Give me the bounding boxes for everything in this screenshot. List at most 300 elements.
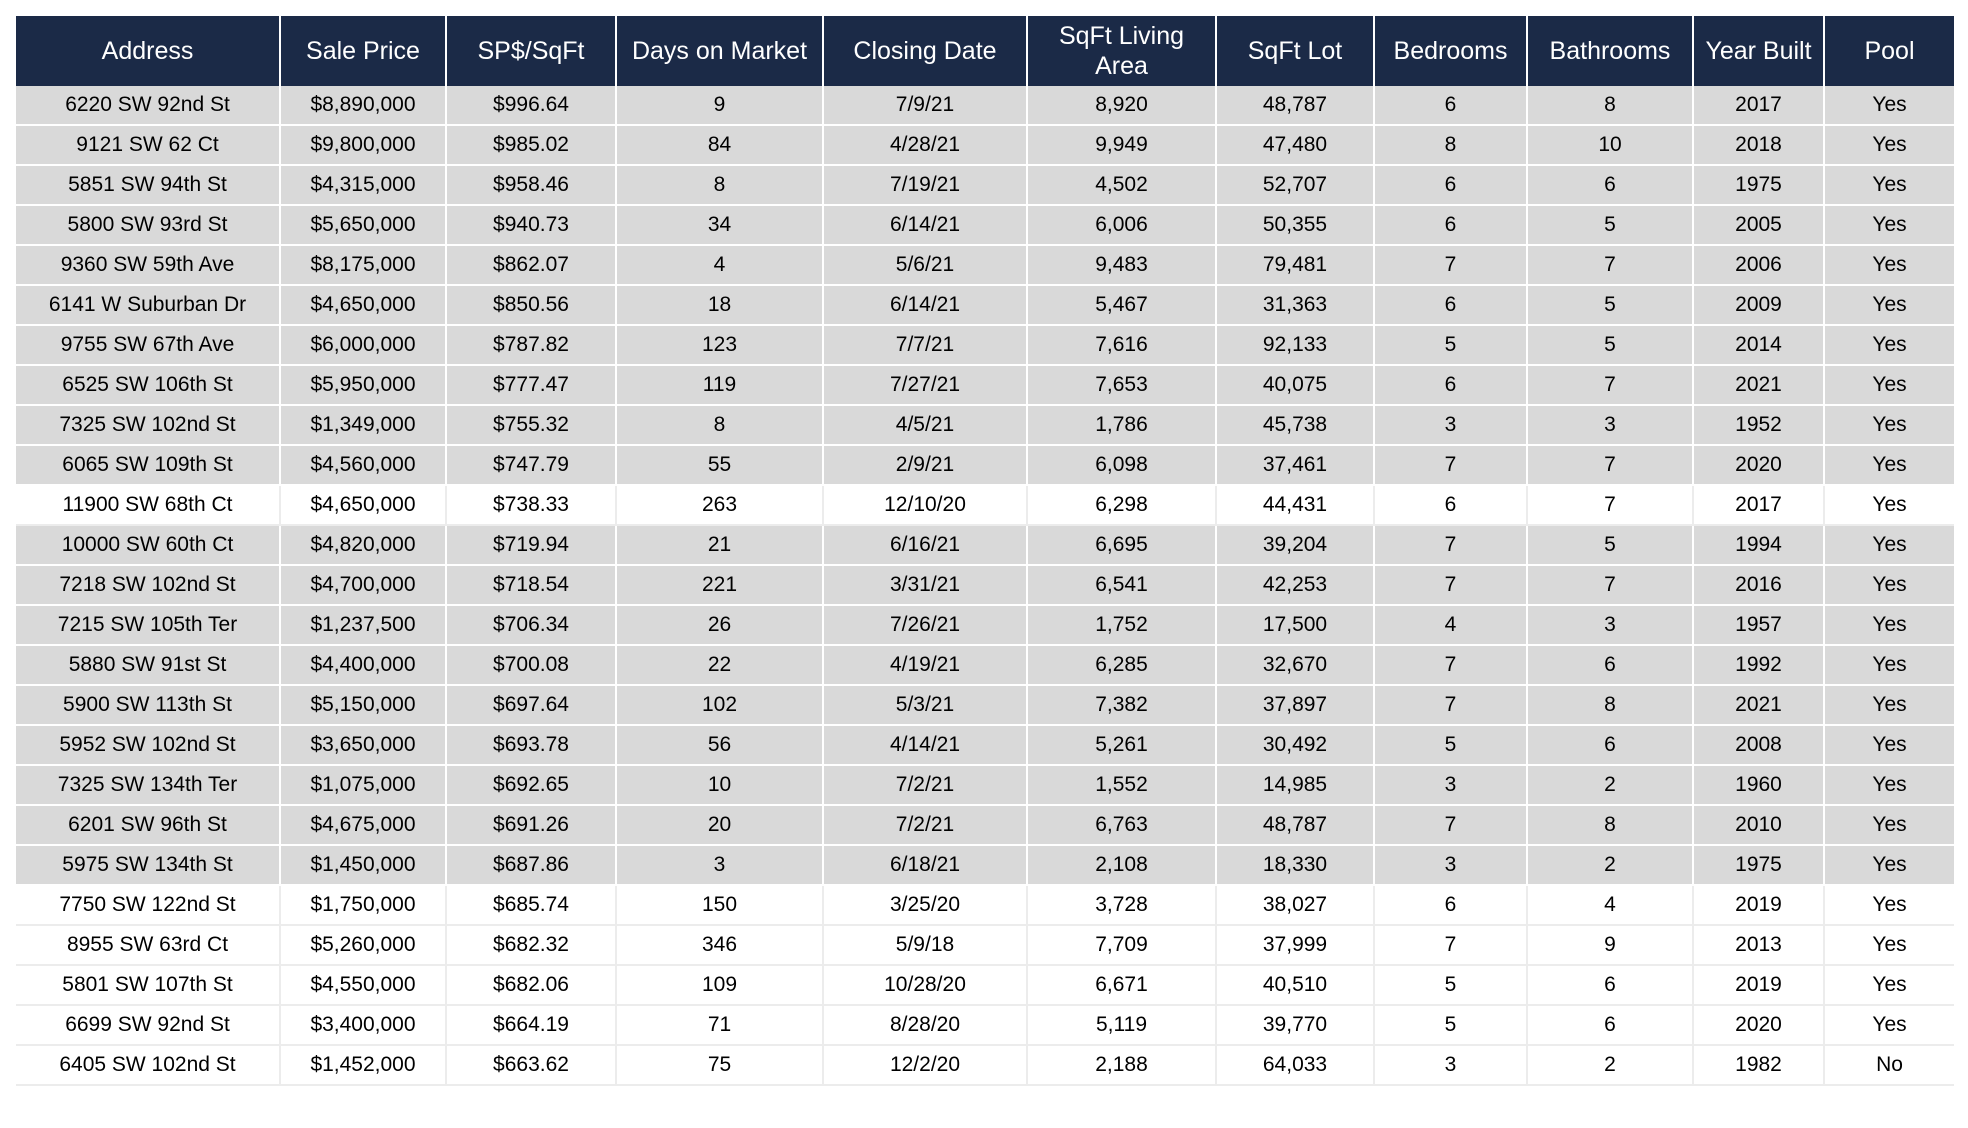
table-row: [16, 965, 1954, 1005]
closing-date-cell: 6/18/21: [823, 845, 1027, 885]
bedrooms-cell: 6: [1374, 165, 1527, 205]
sale-price-cell: $4,560,000: [280, 445, 446, 485]
sale-price-cell: $1,237,500: [280, 605, 446, 645]
closing-date-cell: 6/16/21: [823, 525, 1027, 565]
sale-price-cell: $4,675,000: [280, 805, 446, 845]
table-header: [16, 16, 1954, 86]
price-per-sqft-cell: $687.86: [446, 845, 616, 885]
pool-cell: Yes: [1824, 165, 1954, 205]
sale-price-cell: $8,890,000: [280, 86, 446, 125]
sqft-lot-cell: 52,707: [1216, 165, 1374, 205]
table-row: [16, 205, 1954, 245]
year-built-cell: 2005: [1693, 205, 1824, 245]
year-built-cell: 2016: [1693, 565, 1824, 605]
bedrooms-cell: 7: [1374, 645, 1527, 685]
sqft-lot-cell: 37,461: [1216, 445, 1374, 485]
sqft-living-cell: 9,483: [1027, 245, 1216, 285]
sqft-living-cell: 6,098: [1027, 445, 1216, 485]
closing-date-cell: 10/28/20: [823, 965, 1027, 1005]
price-per-sqft-cell: $664.19: [446, 1005, 616, 1045]
address-cell: 6220 SW 92nd St: [16, 86, 280, 125]
days-on-market-cell: 75: [616, 1045, 823, 1085]
table-row: [16, 245, 1954, 285]
days-on-market-cell: 18: [616, 285, 823, 325]
sqft-living-cell: 5,261: [1027, 725, 1216, 765]
sqft-lot-cell: 37,897: [1216, 685, 1374, 725]
year-built-cell: 2019: [1693, 965, 1824, 1005]
sale-price-cell: $4,650,000: [280, 285, 446, 325]
bathrooms-header: Bathrooms: [1527, 16, 1693, 86]
sqft-living-cell: 9,949: [1027, 125, 1216, 165]
year-built-cell: 1957: [1693, 605, 1824, 645]
sale-price-cell: $4,400,000: [280, 645, 446, 685]
table-row: [16, 285, 1954, 325]
bathrooms-cell: 9: [1527, 925, 1693, 965]
address-cell: 9755 SW 67th Ave: [16, 325, 280, 365]
closing-date-cell: 7/19/21: [823, 165, 1027, 205]
sqft-living-area-header: SqFt Living Area: [1027, 16, 1216, 86]
address-cell: 6065 SW 109th St: [16, 445, 280, 485]
bedrooms-header: Bedrooms: [1374, 16, 1527, 86]
days-on-market-cell: 26: [616, 605, 823, 645]
bedrooms-cell: 3: [1374, 405, 1527, 445]
table-row: [16, 885, 1954, 925]
closing-date-cell: 4/19/21: [823, 645, 1027, 685]
price-per-sqft-cell: $850.56: [446, 285, 616, 325]
sqft-lot-cell: 45,738: [1216, 405, 1374, 445]
pool-cell: Yes: [1824, 605, 1954, 645]
closing-date-cell: 4/28/21: [823, 125, 1027, 165]
price-per-sqft-cell: $738.33: [446, 485, 616, 525]
days-on-market-cell: 8: [616, 405, 823, 445]
bathrooms-cell: 7: [1527, 445, 1693, 485]
sqft-living-cell: 1,752: [1027, 605, 1216, 645]
address-cell: 6201 SW 96th St: [16, 805, 280, 845]
sale-price-cell: $9,800,000: [280, 125, 446, 165]
sale-price-cell: $3,400,000: [280, 1005, 446, 1045]
bedrooms-cell: 4: [1374, 605, 1527, 645]
address-cell: 7215 SW 105th Ter: [16, 605, 280, 645]
bathrooms-cell: 8: [1527, 805, 1693, 845]
bathrooms-cell: 5: [1527, 205, 1693, 245]
days-on-market-cell: 221: [616, 565, 823, 605]
sale-price-cell: $5,950,000: [280, 365, 446, 405]
sqft-living-cell: 8,920: [1027, 86, 1216, 125]
bedrooms-cell: 7: [1374, 525, 1527, 565]
bathrooms-cell: 10: [1527, 125, 1693, 165]
sqft-living-cell: 7,382: [1027, 685, 1216, 725]
days-on-market-cell: 20: [616, 805, 823, 845]
table-body: [16, 86, 1954, 1085]
pool-header: Pool: [1824, 16, 1954, 86]
closing-date-header: Closing Date: [823, 16, 1027, 86]
bathrooms-cell: 5: [1527, 285, 1693, 325]
address-cell: 6405 SW 102nd St: [16, 1045, 280, 1085]
sqft-lot-cell: 32,670: [1216, 645, 1374, 685]
year-built-cell: 2010: [1693, 805, 1824, 845]
sqft-lot-cell: 64,033: [1216, 1045, 1374, 1085]
table-row: [16, 445, 1954, 485]
year-built-cell: 1960: [1693, 765, 1824, 805]
closing-date-cell: 5/3/21: [823, 685, 1027, 725]
bathrooms-cell: 5: [1527, 525, 1693, 565]
address-cell: 9360 SW 59th Ave: [16, 245, 280, 285]
sqft-living-cell: 6,695: [1027, 525, 1216, 565]
year-built-cell: 2020: [1693, 1005, 1824, 1045]
pool-cell: Yes: [1824, 845, 1954, 885]
year-built-cell: 2021: [1693, 365, 1824, 405]
pool-cell: Yes: [1824, 485, 1954, 525]
table-row: [16, 605, 1954, 645]
bathrooms-cell: 6: [1527, 965, 1693, 1005]
days-on-market-cell: 55: [616, 445, 823, 485]
address-cell: 9121 SW 62 Ct: [16, 125, 280, 165]
sqft-living-cell: 3,728: [1027, 885, 1216, 925]
bedrooms-cell: 7: [1374, 445, 1527, 485]
address-cell: 6525 SW 106th St: [16, 365, 280, 405]
bathrooms-cell: 5: [1527, 325, 1693, 365]
pool-cell: Yes: [1824, 805, 1954, 845]
days-on-market-cell: 84: [616, 125, 823, 165]
year-built-cell: 2006: [1693, 245, 1824, 285]
closing-date-cell: 5/9/18: [823, 925, 1027, 965]
year-built-cell: 2013: [1693, 925, 1824, 965]
address-cell: 7325 SW 134th Ter: [16, 765, 280, 805]
price-per-sqft-cell: $755.32: [446, 405, 616, 445]
table-row: [16, 765, 1954, 805]
sale-price-cell: $1,452,000: [280, 1045, 446, 1085]
address-cell: 5800 SW 93rd St: [16, 205, 280, 245]
bathrooms-cell: 6: [1527, 725, 1693, 765]
table-row: [16, 405, 1954, 445]
closing-date-cell: 12/10/20: [823, 485, 1027, 525]
bathrooms-cell: 2: [1527, 765, 1693, 805]
price-per-sqft-cell: $996.64: [446, 86, 616, 125]
pool-cell: Yes: [1824, 925, 1954, 965]
sqft-lot-cell: 48,787: [1216, 86, 1374, 125]
pool-cell: Yes: [1824, 565, 1954, 605]
bathrooms-cell: 6: [1527, 645, 1693, 685]
bathrooms-cell: 4: [1527, 885, 1693, 925]
sale-price-cell: $4,550,000: [280, 965, 446, 1005]
pool-cell: Yes: [1824, 645, 1954, 685]
days-on-market-cell: 22: [616, 645, 823, 685]
bedrooms-cell: 5: [1374, 1005, 1527, 1045]
closing-date-cell: 6/14/21: [823, 285, 1027, 325]
price-per-sqft-cell: $940.73: [446, 205, 616, 245]
table-row: [16, 325, 1954, 365]
year-built-cell: 2019: [1693, 885, 1824, 925]
year-built-cell: 2008: [1693, 725, 1824, 765]
sqft-living-cell: 2,108: [1027, 845, 1216, 885]
price-per-sqft-cell: $706.34: [446, 605, 616, 645]
table-row: [16, 685, 1954, 725]
table-row: [16, 725, 1954, 765]
bedrooms-cell: 7: [1374, 245, 1527, 285]
price-per-sqft-cell: $862.07: [446, 245, 616, 285]
closing-date-cell: 7/2/21: [823, 805, 1027, 845]
days-on-market-cell: 56: [616, 725, 823, 765]
table-row: [16, 1005, 1954, 1045]
closing-date-cell: 7/9/21: [823, 86, 1027, 125]
pool-cell: Yes: [1824, 365, 1954, 405]
sqft-living-cell: 7,653: [1027, 365, 1216, 405]
days-on-market-cell: 119: [616, 365, 823, 405]
pool-cell: Yes: [1824, 405, 1954, 445]
closing-date-cell: 3/25/20: [823, 885, 1027, 925]
bedrooms-cell: 7: [1374, 565, 1527, 605]
sale-price-cell: $4,820,000: [280, 525, 446, 565]
closing-date-cell: 6/14/21: [823, 205, 1027, 245]
price-per-sqft-cell: $685.74: [446, 885, 616, 925]
closing-date-cell: 4/5/21: [823, 405, 1027, 445]
bedrooms-cell: 7: [1374, 925, 1527, 965]
price-per-sqft-cell: $693.78: [446, 725, 616, 765]
sale-price-cell: $1,075,000: [280, 765, 446, 805]
address-cell: 6699 SW 92nd St: [16, 1005, 280, 1045]
bathrooms-cell: 8: [1527, 86, 1693, 125]
days-on-market-cell: 150: [616, 885, 823, 925]
table-row: [16, 485, 1954, 525]
address-cell: 5952 SW 102nd St: [16, 725, 280, 765]
pool-cell: Yes: [1824, 445, 1954, 485]
address-cell: 5900 SW 113th St: [16, 685, 280, 725]
bedrooms-cell: 6: [1374, 485, 1527, 525]
price-per-sqft-cell: $787.82: [446, 325, 616, 365]
address-cell: 5880 SW 91st St: [16, 645, 280, 685]
days-on-market-cell: 10: [616, 765, 823, 805]
pool-cell: Yes: [1824, 685, 1954, 725]
sqft-lot-cell: 40,510: [1216, 965, 1374, 1005]
pool-cell: Yes: [1824, 245, 1954, 285]
days-on-market-cell: 109: [616, 965, 823, 1005]
bathrooms-cell: 7: [1527, 245, 1693, 285]
bathrooms-cell: 3: [1527, 405, 1693, 445]
days-on-market-header: Days on Market: [616, 16, 823, 86]
price-per-sqft-cell: $718.54: [446, 565, 616, 605]
price-per-sqft-cell: $777.47: [446, 365, 616, 405]
sale-price-cell: $5,260,000: [280, 925, 446, 965]
sqft-lot-cell: 47,480: [1216, 125, 1374, 165]
year-built-cell: 1975: [1693, 845, 1824, 885]
pool-cell: Yes: [1824, 765, 1954, 805]
table-row: [16, 86, 1954, 125]
bedrooms-cell: 6: [1374, 205, 1527, 245]
bathrooms-cell: 8: [1527, 685, 1693, 725]
year-built-cell: 1992: [1693, 645, 1824, 685]
sqft-living-cell: 6,298: [1027, 485, 1216, 525]
days-on-market-cell: 3: [616, 845, 823, 885]
year-built-cell: 1982: [1693, 1045, 1824, 1085]
table-row: [16, 1045, 1954, 1085]
bathrooms-cell: 7: [1527, 485, 1693, 525]
sqft-lot-cell: 14,985: [1216, 765, 1374, 805]
price-per-sqft-cell: $663.62: [446, 1045, 616, 1085]
bathrooms-cell: 7: [1527, 365, 1693, 405]
sale-price-cell: $6,000,000: [280, 325, 446, 365]
address-cell: 7750 SW 122nd St: [16, 885, 280, 925]
closing-date-cell: 12/2/20: [823, 1045, 1027, 1085]
sqft-lot-cell: 30,492: [1216, 725, 1374, 765]
sale-price-cell: $5,650,000: [280, 205, 446, 245]
days-on-market-cell: 71: [616, 1005, 823, 1045]
pool-cell: Yes: [1824, 1005, 1954, 1045]
bedrooms-cell: 5: [1374, 325, 1527, 365]
sqft-lot-cell: 40,075: [1216, 365, 1374, 405]
sqft-living-cell: 7,616: [1027, 325, 1216, 365]
closing-date-cell: 8/28/20: [823, 1005, 1027, 1045]
bedrooms-cell: 5: [1374, 965, 1527, 1005]
year-built-cell: 2009: [1693, 285, 1824, 325]
sqft-lot-cell: 38,027: [1216, 885, 1374, 925]
bedrooms-cell: 6: [1374, 86, 1527, 125]
pool-cell: Yes: [1824, 525, 1954, 565]
sqft-living-cell: 6,285: [1027, 645, 1216, 685]
year-built-cell: 1975: [1693, 165, 1824, 205]
sqft-living-cell: 2,188: [1027, 1045, 1216, 1085]
address-cell: 5975 SW 134th St: [16, 845, 280, 885]
bathrooms-cell: 2: [1527, 1045, 1693, 1085]
address-cell: 5801 SW 107th St: [16, 965, 280, 1005]
pool-cell: Yes: [1824, 125, 1954, 165]
table-row: [16, 125, 1954, 165]
sale-price-cell: $5,150,000: [280, 685, 446, 725]
sqft-lot-cell: 92,133: [1216, 325, 1374, 365]
bedrooms-cell: 3: [1374, 765, 1527, 805]
table-row: [16, 645, 1954, 685]
year-built-cell: 2018: [1693, 125, 1824, 165]
sqft-lot-cell: 37,999: [1216, 925, 1374, 965]
closing-date-cell: 4/14/21: [823, 725, 1027, 765]
address-cell: 6141 W Suburban Dr: [16, 285, 280, 325]
sale-price-cell: $1,450,000: [280, 845, 446, 885]
table-row: [16, 805, 1954, 845]
price-per-sqft-cell: $682.06: [446, 965, 616, 1005]
sqft-living-cell: 1,786: [1027, 405, 1216, 445]
table-row: [16, 525, 1954, 565]
address-cell: 7218 SW 102nd St: [16, 565, 280, 605]
sqft-living-cell: 6,671: [1027, 965, 1216, 1005]
address-cell: 8955 SW 63rd Ct: [16, 925, 280, 965]
table-row: [16, 565, 1954, 605]
sqft-living-cell: 5,467: [1027, 285, 1216, 325]
bedrooms-cell: 6: [1374, 365, 1527, 405]
sale-price-cell: $3,650,000: [280, 725, 446, 765]
closing-date-cell: 2/9/21: [823, 445, 1027, 485]
bathrooms-cell: 7: [1527, 565, 1693, 605]
bathrooms-cell: 3: [1527, 605, 1693, 645]
sale-price-cell: $1,750,000: [280, 885, 446, 925]
sqft-living-cell: 5,119: [1027, 1005, 1216, 1045]
days-on-market-cell: 346: [616, 925, 823, 965]
days-on-market-cell: 8: [616, 165, 823, 205]
table-row: [16, 165, 1954, 205]
days-on-market-cell: 123: [616, 325, 823, 365]
sale-price-cell: $8,175,000: [280, 245, 446, 285]
sqft-lot-cell: 39,204: [1216, 525, 1374, 565]
days-on-market-cell: 4: [616, 245, 823, 285]
table-row: [16, 845, 1954, 885]
table-row: [16, 365, 1954, 405]
address-cell: 5851 SW 94th St: [16, 165, 280, 205]
table-row: [16, 925, 1954, 965]
days-on-market-cell: 9: [616, 86, 823, 125]
pool-cell: Yes: [1824, 885, 1954, 925]
sale-price-cell: $4,650,000: [280, 485, 446, 525]
year-built-cell: 1952: [1693, 405, 1824, 445]
pool-cell: Yes: [1824, 325, 1954, 365]
bedrooms-cell: 6: [1374, 285, 1527, 325]
closing-date-cell: 7/2/21: [823, 765, 1027, 805]
days-on-market-cell: 21: [616, 525, 823, 565]
year-built-cell: 2020: [1693, 445, 1824, 485]
bedrooms-cell: 7: [1374, 805, 1527, 845]
closing-date-cell: 3/31/21: [823, 565, 1027, 605]
days-on-market-cell: 102: [616, 685, 823, 725]
year-built-cell: 2014: [1693, 325, 1824, 365]
sqft-living-cell: 6,006: [1027, 205, 1216, 245]
bedrooms-cell: 5: [1374, 725, 1527, 765]
price-per-sqft-cell: $682.32: [446, 925, 616, 965]
sqft-lot-header: SqFt Lot: [1216, 16, 1374, 86]
days-on-market-cell: 34: [616, 205, 823, 245]
sale-price-cell: $4,700,000: [280, 565, 446, 605]
sqft-lot-cell: 79,481: [1216, 245, 1374, 285]
address-header: Address: [16, 16, 280, 86]
bedrooms-cell: 3: [1374, 1045, 1527, 1085]
year-built-header: Year Built: [1693, 16, 1824, 86]
year-built-cell: 2017: [1693, 86, 1824, 125]
pool-cell: Yes: [1824, 965, 1954, 1005]
price-per-sqft-cell: $692.65: [446, 765, 616, 805]
pool-cell: Yes: [1824, 285, 1954, 325]
price-per-sqft-header: SP$/SqFt: [446, 16, 616, 86]
address-cell: 7325 SW 102nd St: [16, 405, 280, 445]
sqft-lot-cell: 48,787: [1216, 805, 1374, 845]
sqft-living-cell: 6,541: [1027, 565, 1216, 605]
sale-price-cell: $1,349,000: [280, 405, 446, 445]
price-per-sqft-cell: $697.64: [446, 685, 616, 725]
sqft-living-cell: 7,709: [1027, 925, 1216, 965]
year-built-cell: 2021: [1693, 685, 1824, 725]
price-per-sqft-cell: $747.79: [446, 445, 616, 485]
price-per-sqft-cell: $719.94: [446, 525, 616, 565]
header-row: [16, 16, 1954, 86]
sqft-living-cell: 1,552: [1027, 765, 1216, 805]
sqft-lot-cell: 39,770: [1216, 1005, 1374, 1045]
pool-cell: Yes: [1824, 205, 1954, 245]
closing-date-cell: 5/6/21: [823, 245, 1027, 285]
days-on-market-cell: 263: [616, 485, 823, 525]
price-per-sqft-cell: $700.08: [446, 645, 616, 685]
bathrooms-cell: 2: [1527, 845, 1693, 885]
sqft-lot-cell: 44,431: [1216, 485, 1374, 525]
sale-price-header: Sale Price: [280, 16, 446, 86]
sales-table: [16, 16, 1954, 1086]
pool-cell: Yes: [1824, 86, 1954, 125]
address-cell: 11900 SW 68th Ct: [16, 485, 280, 525]
closing-date-cell: 7/7/21: [823, 325, 1027, 365]
sqft-living-cell: 4,502: [1027, 165, 1216, 205]
year-built-cell: 1994: [1693, 525, 1824, 565]
bedrooms-cell: 3: [1374, 845, 1527, 885]
bathrooms-cell: 6: [1527, 165, 1693, 205]
year-built-cell: 2017: [1693, 485, 1824, 525]
address-cell: 10000 SW 60th Ct: [16, 525, 280, 565]
closing-date-cell: 7/26/21: [823, 605, 1027, 645]
sqft-lot-cell: 50,355: [1216, 205, 1374, 245]
closing-date-cell: 7/27/21: [823, 365, 1027, 405]
